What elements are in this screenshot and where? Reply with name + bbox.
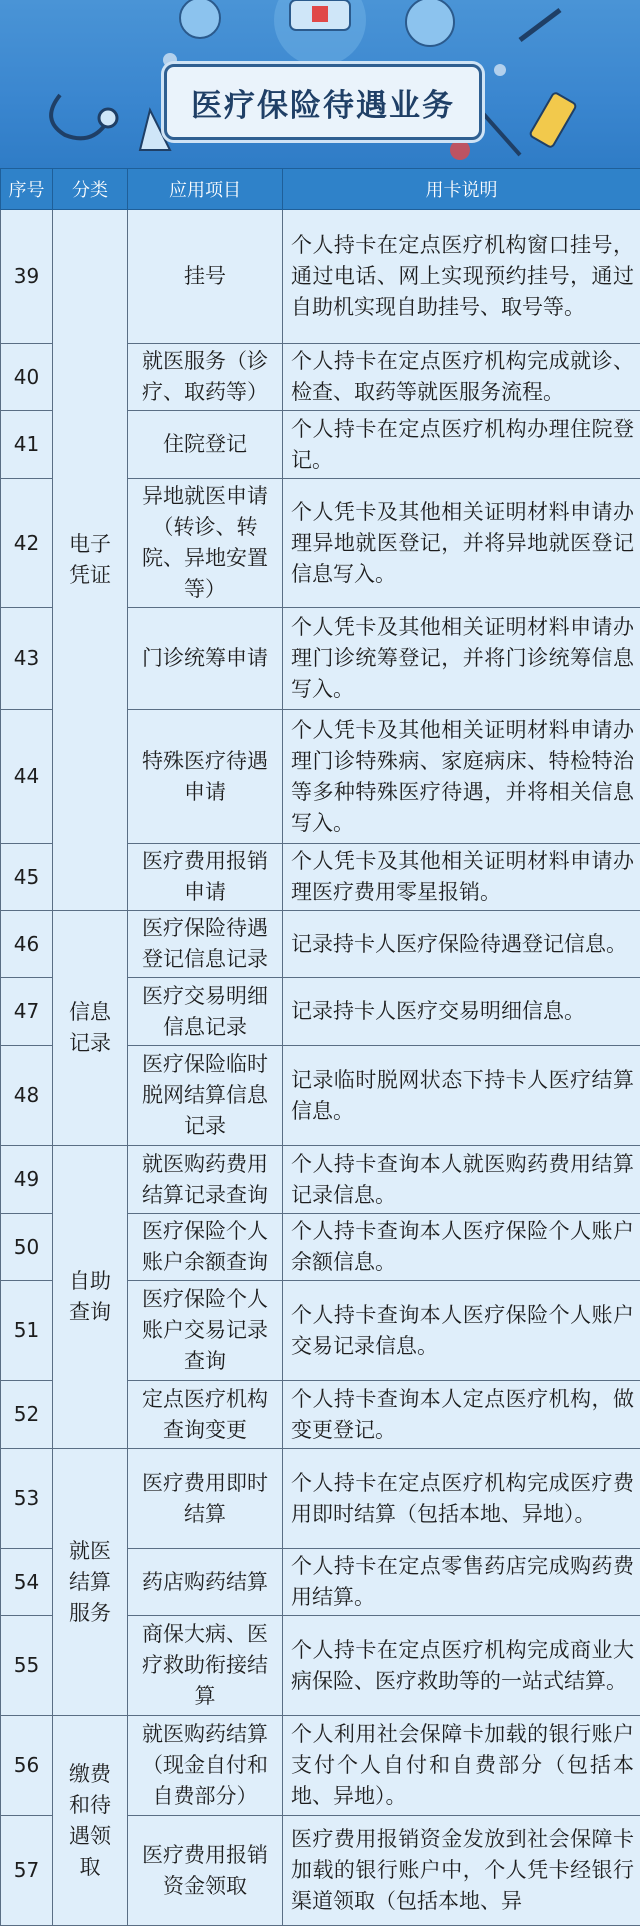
row-number: 51 <box>1 1281 53 1381</box>
row-number: 44 <box>1 710 53 844</box>
description-cell: 个人持卡在定点医疗机构办理住院登记。 <box>283 411 640 479</box>
item-cell: 医疗保险临时脱网结算信息记录 <box>128 1046 283 1146</box>
header-no: 序号 <box>1 169 53 210</box>
row-number: 40 <box>1 344 53 411</box>
item-cell: 医疗交易明细信息记录 <box>128 978 283 1046</box>
table-row <box>1 1146 640 1214</box>
description-cell: 个人持卡在定点零售药店完成购药费用结算。 <box>283 1549 640 1616</box>
item-cell: 定点医疗机构查询变更 <box>128 1381 283 1449</box>
item-cell: 挂号 <box>128 210 283 344</box>
header-item: 应用项目 <box>128 169 283 210</box>
row-number: 56 <box>1 1716 53 1816</box>
category-cell: 自助查询 <box>53 1146 128 1449</box>
item-cell: 医疗保险个人账户交易记录查询 <box>128 1281 283 1381</box>
row-number: 53 <box>1 1449 53 1549</box>
page-title: 医疗保险待遇业务 <box>191 80 455 125</box>
row-number: 42 <box>1 479 53 608</box>
item-cell: 就医购药费用结算记录查询 <box>128 1146 283 1214</box>
description-cell: 记录持卡人医疗保险待遇登记信息。 <box>283 911 640 978</box>
description-cell: 个人持卡在定点医疗机构完成商业大病保险、医疗救助等的一站式结算。 <box>283 1616 640 1716</box>
row-number: 43 <box>1 608 53 710</box>
row-number: 45 <box>1 844 53 911</box>
category-cell: 就医结算服务 <box>53 1449 128 1716</box>
row-number: 41 <box>1 411 53 479</box>
item-cell: 异地就医申请（转诊、转院、异地安置等） <box>128 479 283 608</box>
row-number: 39 <box>1 210 53 344</box>
row-number: 46 <box>1 911 53 978</box>
description-cell: 个人凭卡及其他相关证明材料申请办理医疗费用零星报销。 <box>283 844 640 911</box>
item-cell: 特殊医疗待遇申请 <box>128 710 283 844</box>
item-cell: 医疗费用即时结算 <box>128 1449 283 1549</box>
item-cell: 商保大病、医疗救助衔接结算 <box>128 1616 283 1716</box>
row-number: 52 <box>1 1381 53 1449</box>
description-cell: 个人持卡在定点医疗机构完成医疗费用即时结算（包括本地、异地）。 <box>283 1449 640 1549</box>
description-cell: 个人凭卡及其他相关证明材料申请办理门诊统筹登记，并将门诊统筹信息写入。 <box>283 608 640 710</box>
header-description: 用卡说明 <box>283 169 640 210</box>
description-cell: 记录临时脱网状态下持卡人医疗结算信息。 <box>283 1046 640 1146</box>
table-row <box>1 1449 640 1549</box>
description-cell: 医疗费用报销资金发放到社会保障卡加载的银行账户中，个人凭卡经银行渠道领取（包括本地、异 <box>283 1816 640 1926</box>
description-cell: 个人持卡查询本人医疗保险个人账户交易记录信息。 <box>283 1281 640 1381</box>
row-number: 48 <box>1 1046 53 1146</box>
title-box <box>164 64 482 140</box>
item-cell: 药店购药结算 <box>128 1549 283 1616</box>
item-cell: 就医购药结算（现金自付和自费部分） <box>128 1716 283 1816</box>
item-cell: 医疗保险待遇登记信息记录 <box>128 911 283 978</box>
category-cell: 缴费和待遇领取 <box>53 1716 128 1926</box>
description-cell: 个人持卡查询本人医疗保险个人账户余额信息。 <box>283 1214 640 1281</box>
row-number: 57 <box>1 1816 53 1926</box>
description-cell: 个人持卡查询本人就医购药费用结算记录信息。 <box>283 1146 640 1214</box>
row-number: 47 <box>1 978 53 1046</box>
item-cell: 医疗费用报销资金领取 <box>128 1816 283 1926</box>
item-cell: 住院登记 <box>128 411 283 479</box>
description-cell: 个人持卡查询本人定点医疗机构，做变更登记。 <box>283 1381 640 1449</box>
description-cell: 个人持卡在定点医疗机构窗口挂号，通过电话、网上实现预约挂号，通过自助机实现自助挂号、取号等。 <box>283 210 640 344</box>
table-row <box>1 210 640 344</box>
header-category: 分类 <box>53 169 128 210</box>
item-cell: 就医服务（诊疗、取药等） <box>128 344 283 411</box>
item-cell: 医疗保险个人账户余额查询 <box>128 1214 283 1281</box>
category-cell: 信息记录 <box>53 911 128 1146</box>
item-cell: 门诊统筹申请 <box>128 608 283 710</box>
description-cell: 个人持卡在定点医疗机构完成就诊、检查、取药等就医服务流程。 <box>283 344 640 411</box>
benefits-table <box>0 168 640 1926</box>
row-number: 50 <box>1 1214 53 1281</box>
banner <box>0 0 640 168</box>
category-cell: 电子凭证 <box>53 210 128 911</box>
description-cell: 记录持卡人医疗交易明细信息。 <box>283 978 640 1046</box>
description-cell: 个人凭卡及其他相关证明材料申请办理异地就医登记，并将异地就医登记信息写入。 <box>283 479 640 608</box>
item-cell: 医疗费用报销申请 <box>128 844 283 911</box>
row-number: 54 <box>1 1549 53 1616</box>
row-number: 49 <box>1 1146 53 1214</box>
table-header-row <box>1 169 640 210</box>
table-row <box>1 911 640 978</box>
description-cell: 个人凭卡及其他相关证明材料申请办理门诊特殊病、家庭病床、特检特治等多种特殊医疗待遇，并将相关信息写入。 <box>283 710 640 844</box>
description-cell: 个人利用社会保障卡加载的银行账户支付个人自付和自费部分（包括本地、异地）。 <box>283 1716 640 1816</box>
row-number: 55 <box>1 1616 53 1716</box>
table-row <box>1 1716 640 1816</box>
